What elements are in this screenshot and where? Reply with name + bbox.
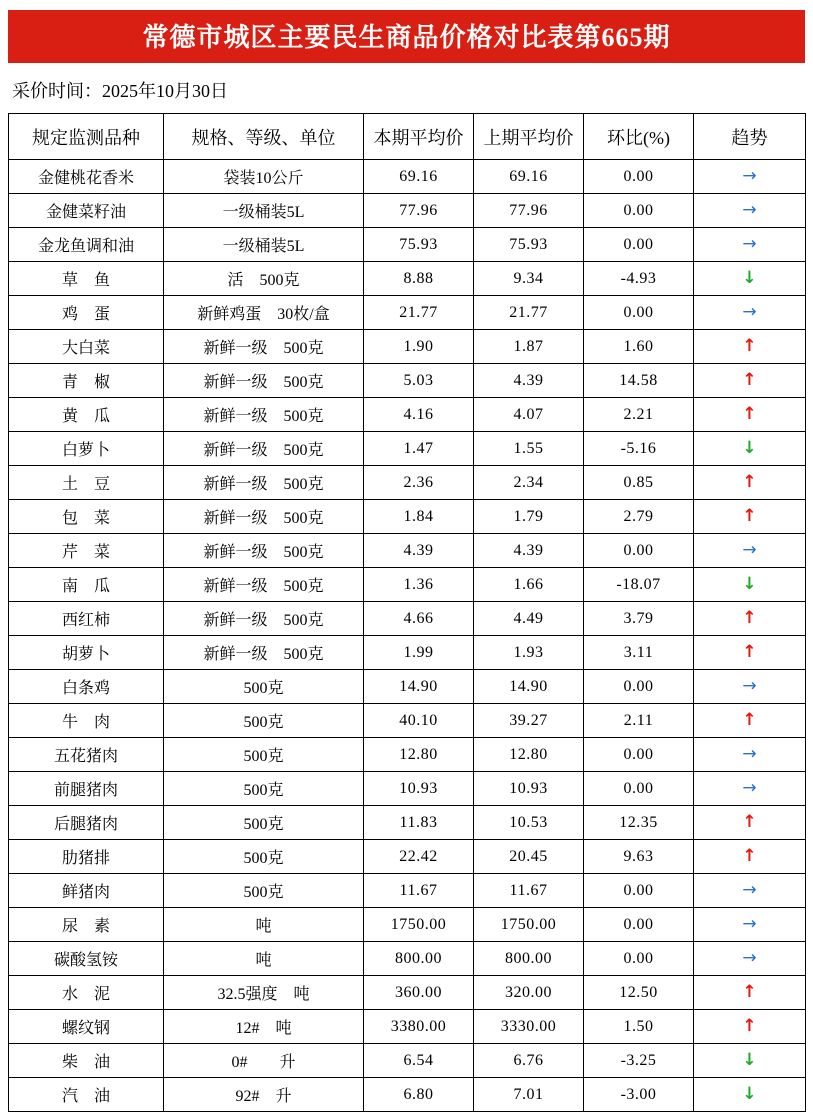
cell-spec: 500克 bbox=[164, 772, 364, 806]
cell-spec: 500克 bbox=[164, 704, 364, 738]
cell-change-percent: -3.25 bbox=[584, 1044, 694, 1078]
trend-down-icon: ↓ bbox=[742, 1083, 757, 1104]
cell-spec: 一级桶装5L bbox=[164, 194, 364, 228]
cell-spec: 新鲜一级 500克 bbox=[164, 330, 364, 364]
table-row bbox=[9, 602, 806, 636]
cell-variety: 土 豆 bbox=[9, 466, 164, 500]
trend-down-icon: ↓ bbox=[742, 573, 757, 594]
table-row bbox=[9, 500, 806, 534]
cell-variety: 青 椒 bbox=[9, 364, 164, 398]
cell-spec: 12# 吨 bbox=[164, 1010, 364, 1044]
cell-change-percent: 0.00 bbox=[584, 160, 694, 194]
cell-variety: 金龙鱼调和油 bbox=[9, 228, 164, 262]
cell-previous-price: 14.90 bbox=[474, 670, 584, 704]
cell-previous-price: 1.93 bbox=[474, 636, 584, 670]
table-row bbox=[9, 296, 806, 330]
table-row bbox=[9, 874, 806, 908]
cell-variety: 金健桃花香米 bbox=[9, 160, 164, 194]
cell-previous-price: 1.55 bbox=[474, 432, 584, 466]
cell-change-percent: -18.07 bbox=[584, 568, 694, 602]
cell-variety: 汽 油 bbox=[9, 1078, 164, 1112]
table-row bbox=[9, 636, 806, 670]
cell-previous-price: 69.16 bbox=[474, 160, 584, 194]
cell-variety: 牛 肉 bbox=[9, 704, 164, 738]
table-row bbox=[9, 194, 806, 228]
cell-spec: 新鲜一级 500克 bbox=[164, 432, 364, 466]
cell-trend bbox=[694, 602, 806, 636]
cell-change-percent: 2.21 bbox=[584, 398, 694, 432]
table-row bbox=[9, 364, 806, 398]
cell-spec: 一级桶装5L bbox=[164, 228, 364, 262]
cell-change-percent: 1.50 bbox=[584, 1010, 694, 1044]
trend-up-icon: ↑ bbox=[742, 335, 757, 356]
cell-trend bbox=[694, 432, 806, 466]
cell-change-percent: 0.00 bbox=[584, 534, 694, 568]
cell-previous-price: 1.87 bbox=[474, 330, 584, 364]
trend-up-icon: ↑ bbox=[742, 369, 757, 390]
trend-down-icon: ↓ bbox=[742, 437, 757, 458]
cell-trend bbox=[694, 466, 806, 500]
cell-trend bbox=[694, 534, 806, 568]
trend-up-icon: ↑ bbox=[742, 811, 757, 832]
trend-flat-icon: → bbox=[742, 199, 757, 220]
cell-variety: 草 鱼 bbox=[9, 262, 164, 296]
column-header-current-price: 本期平均价 bbox=[364, 114, 474, 160]
trend-up-icon: ↑ bbox=[742, 641, 757, 662]
cell-previous-price: 7.01 bbox=[474, 1078, 584, 1112]
cell-trend bbox=[694, 330, 806, 364]
table-row bbox=[9, 228, 806, 262]
cell-change-percent: 3.79 bbox=[584, 602, 694, 636]
trend-flat-icon: → bbox=[742, 947, 757, 968]
column-header-variety: 规定监测品种 bbox=[9, 114, 164, 160]
cell-trend bbox=[694, 500, 806, 534]
cell-change-percent: 0.00 bbox=[584, 296, 694, 330]
cell-current-price: 800.00 bbox=[364, 942, 474, 976]
cell-current-price: 12.80 bbox=[364, 738, 474, 772]
cell-current-price: 11.67 bbox=[364, 874, 474, 908]
cell-variety: 黄 瓜 bbox=[9, 398, 164, 432]
cell-previous-price: 320.00 bbox=[474, 976, 584, 1010]
cell-previous-price: 9.34 bbox=[474, 262, 584, 296]
trend-flat-icon: → bbox=[742, 539, 757, 560]
cell-spec: 500克 bbox=[164, 738, 364, 772]
trend-down-icon: ↓ bbox=[742, 267, 757, 288]
cell-previous-price: 3330.00 bbox=[474, 1010, 584, 1044]
cell-spec: 新鲜一级 500克 bbox=[164, 636, 364, 670]
trend-up-icon: ↑ bbox=[742, 471, 757, 492]
table-row bbox=[9, 942, 806, 976]
cell-spec: 500克 bbox=[164, 806, 364, 840]
cell-trend bbox=[694, 704, 806, 738]
cell-trend bbox=[694, 772, 806, 806]
trend-flat-icon: → bbox=[742, 743, 757, 764]
table-row bbox=[9, 1044, 806, 1078]
cell-spec: 0# 升 bbox=[164, 1044, 364, 1078]
cell-change-percent: 14.58 bbox=[584, 364, 694, 398]
table-row bbox=[9, 806, 806, 840]
page-title: 常德市城区主要民生商品价格对比表第665期 bbox=[8, 10, 805, 63]
table-row bbox=[9, 1078, 806, 1112]
cell-current-price: 1750.00 bbox=[364, 908, 474, 942]
cell-spec: 新鲜一级 500克 bbox=[164, 500, 364, 534]
table-row bbox=[9, 160, 806, 194]
cell-trend bbox=[694, 1010, 806, 1044]
cell-variety: 前腿猪肉 bbox=[9, 772, 164, 806]
cell-current-price: 8.88 bbox=[364, 262, 474, 296]
trend-flat-icon: → bbox=[742, 913, 757, 934]
cell-variety: 水 泥 bbox=[9, 976, 164, 1010]
cell-trend bbox=[694, 194, 806, 228]
price-table bbox=[8, 113, 806, 1112]
cell-change-percent: 3.11 bbox=[584, 636, 694, 670]
cell-change-percent: -4.93 bbox=[584, 262, 694, 296]
trend-up-icon: ↑ bbox=[742, 709, 757, 730]
table-row bbox=[9, 568, 806, 602]
trend-up-icon: ↑ bbox=[742, 845, 757, 866]
cell-variety: 肋猪排 bbox=[9, 840, 164, 874]
cell-trend bbox=[694, 636, 806, 670]
cell-current-price: 40.10 bbox=[364, 704, 474, 738]
trend-up-icon: ↑ bbox=[742, 981, 757, 1002]
cell-spec: 新鲜鸡蛋 30枚/盒 bbox=[164, 296, 364, 330]
table-row bbox=[9, 534, 806, 568]
cell-current-price: 5.03 bbox=[364, 364, 474, 398]
cell-change-percent: 0.00 bbox=[584, 908, 694, 942]
cell-trend bbox=[694, 228, 806, 262]
cell-current-price: 1.84 bbox=[364, 500, 474, 534]
cell-variety: 金健菜籽油 bbox=[9, 194, 164, 228]
cell-trend bbox=[694, 568, 806, 602]
cell-spec: 新鲜一级 500克 bbox=[164, 534, 364, 568]
table-row bbox=[9, 908, 806, 942]
cell-change-percent: 0.00 bbox=[584, 228, 694, 262]
trend-down-icon: ↓ bbox=[742, 1049, 757, 1070]
table-row bbox=[9, 840, 806, 874]
cell-trend bbox=[694, 942, 806, 976]
cell-variety: 西红柿 bbox=[9, 602, 164, 636]
cell-current-price: 77.96 bbox=[364, 194, 474, 228]
table-row bbox=[9, 262, 806, 296]
collection-date: 采价时间：2025年10月30日 bbox=[12, 81, 228, 101]
cell-variety: 胡萝卜 bbox=[9, 636, 164, 670]
column-header-previous-price: 上期平均价 bbox=[474, 114, 584, 160]
cell-current-price: 10.93 bbox=[364, 772, 474, 806]
trend-flat-icon: → bbox=[742, 777, 757, 798]
cell-spec: 新鲜一级 500克 bbox=[164, 398, 364, 432]
table-row bbox=[9, 976, 806, 1010]
cell-variety: 南 瓜 bbox=[9, 568, 164, 602]
table-row bbox=[9, 704, 806, 738]
cell-variety: 柴 油 bbox=[9, 1044, 164, 1078]
cell-previous-price: 21.77 bbox=[474, 296, 584, 330]
cell-change-percent: 2.79 bbox=[584, 500, 694, 534]
cell-current-price: 360.00 bbox=[364, 976, 474, 1010]
cell-trend bbox=[694, 874, 806, 908]
cell-change-percent: -3.00 bbox=[584, 1078, 694, 1112]
cell-current-price: 1.90 bbox=[364, 330, 474, 364]
table-row bbox=[9, 1010, 806, 1044]
cell-change-percent: 0.00 bbox=[584, 942, 694, 976]
cell-current-price: 1.36 bbox=[364, 568, 474, 602]
cell-trend bbox=[694, 262, 806, 296]
cell-previous-price: 4.39 bbox=[474, 364, 584, 398]
cell-change-percent: 0.00 bbox=[584, 194, 694, 228]
cell-previous-price: 1.66 bbox=[474, 568, 584, 602]
cell-current-price: 3380.00 bbox=[364, 1010, 474, 1044]
cell-change-percent: 1.60 bbox=[584, 330, 694, 364]
cell-trend bbox=[694, 296, 806, 330]
table-row bbox=[9, 330, 806, 364]
cell-previous-price: 2.34 bbox=[474, 466, 584, 500]
cell-trend bbox=[694, 908, 806, 942]
cell-variety: 碳酸氢铵 bbox=[9, 942, 164, 976]
trend-up-icon: ↑ bbox=[742, 505, 757, 526]
trend-up-icon: ↑ bbox=[742, 607, 757, 628]
cell-change-percent: 0.00 bbox=[584, 738, 694, 772]
cell-trend bbox=[694, 1078, 806, 1112]
cell-trend bbox=[694, 398, 806, 432]
cell-change-percent: 9.63 bbox=[584, 840, 694, 874]
column-header-trend: 趋势 bbox=[694, 114, 806, 160]
cell-previous-price: 10.93 bbox=[474, 772, 584, 806]
cell-previous-price: 800.00 bbox=[474, 942, 584, 976]
table-row bbox=[9, 772, 806, 806]
cell-variety: 白条鸡 bbox=[9, 670, 164, 704]
cell-current-price: 1.47 bbox=[364, 432, 474, 466]
cell-current-price: 6.54 bbox=[364, 1044, 474, 1078]
cell-trend bbox=[694, 1044, 806, 1078]
cell-previous-price: 11.67 bbox=[474, 874, 584, 908]
cell-change-percent: 12.50 bbox=[584, 976, 694, 1010]
cell-previous-price: 4.07 bbox=[474, 398, 584, 432]
cell-change-percent: 0.00 bbox=[584, 670, 694, 704]
cell-trend bbox=[694, 840, 806, 874]
cell-variety: 尿 素 bbox=[9, 908, 164, 942]
price-comparison-document bbox=[0, 10, 813, 1112]
cell-current-price: 4.16 bbox=[364, 398, 474, 432]
cell-trend bbox=[694, 160, 806, 194]
table-header-row bbox=[9, 114, 806, 160]
cell-current-price: 22.42 bbox=[364, 840, 474, 874]
cell-spec: 活 500克 bbox=[164, 262, 364, 296]
trend-up-icon: ↑ bbox=[742, 1015, 757, 1036]
cell-previous-price: 77.96 bbox=[474, 194, 584, 228]
cell-change-percent: 0.00 bbox=[584, 874, 694, 908]
trend-flat-icon: → bbox=[742, 675, 757, 696]
table-row bbox=[9, 398, 806, 432]
cell-variety: 鸡 蛋 bbox=[9, 296, 164, 330]
cell-previous-price: 10.53 bbox=[474, 806, 584, 840]
cell-current-price: 69.16 bbox=[364, 160, 474, 194]
cell-variety: 后腿猪肉 bbox=[9, 806, 164, 840]
cell-spec: 袋装10公斤 bbox=[164, 160, 364, 194]
cell-spec: 吨 bbox=[164, 942, 364, 976]
cell-variety: 白萝卜 bbox=[9, 432, 164, 466]
cell-trend bbox=[694, 670, 806, 704]
trend-flat-icon: → bbox=[742, 233, 757, 254]
cell-previous-price: 75.93 bbox=[474, 228, 584, 262]
cell-current-price: 14.90 bbox=[364, 670, 474, 704]
table-row bbox=[9, 466, 806, 500]
column-header-change: 环比(%) bbox=[584, 114, 694, 160]
table-row bbox=[9, 670, 806, 704]
cell-current-price: 4.39 bbox=[364, 534, 474, 568]
cell-trend bbox=[694, 976, 806, 1010]
cell-previous-price: 1750.00 bbox=[474, 908, 584, 942]
cell-current-price: 21.77 bbox=[364, 296, 474, 330]
cell-spec: 32.5强度 吨 bbox=[164, 976, 364, 1010]
cell-spec: 500克 bbox=[164, 840, 364, 874]
cell-previous-price: 12.80 bbox=[474, 738, 584, 772]
cell-variety: 芹 菜 bbox=[9, 534, 164, 568]
cell-spec: 吨 bbox=[164, 908, 364, 942]
cell-previous-price: 6.76 bbox=[474, 1044, 584, 1078]
cell-spec: 新鲜一级 500克 bbox=[164, 602, 364, 636]
cell-current-price: 11.83 bbox=[364, 806, 474, 840]
cell-spec: 新鲜一级 500克 bbox=[164, 466, 364, 500]
trend-up-icon: ↑ bbox=[742, 403, 757, 424]
cell-variety: 大白菜 bbox=[9, 330, 164, 364]
cell-variety: 五花猪肉 bbox=[9, 738, 164, 772]
cell-trend bbox=[694, 806, 806, 840]
cell-change-percent: 12.35 bbox=[584, 806, 694, 840]
trend-flat-icon: → bbox=[742, 165, 757, 186]
table-body bbox=[9, 160, 806, 1112]
table-row bbox=[9, 432, 806, 466]
cell-previous-price: 4.39 bbox=[474, 534, 584, 568]
cell-change-percent: 0.85 bbox=[584, 466, 694, 500]
table-header bbox=[9, 114, 806, 160]
cell-variety: 螺纹钢 bbox=[9, 1010, 164, 1044]
trend-flat-icon: → bbox=[742, 301, 757, 322]
cell-current-price: 75.93 bbox=[364, 228, 474, 262]
cell-current-price: 2.36 bbox=[364, 466, 474, 500]
cell-current-price: 1.99 bbox=[364, 636, 474, 670]
column-header-spec: 规格、等级、单位 bbox=[164, 114, 364, 160]
cell-spec: 500克 bbox=[164, 874, 364, 908]
cell-change-percent: 0.00 bbox=[584, 772, 694, 806]
cell-previous-price: 4.49 bbox=[474, 602, 584, 636]
cell-spec: 新鲜一级 500克 bbox=[164, 568, 364, 602]
cell-previous-price: 39.27 bbox=[474, 704, 584, 738]
cell-spec: 500克 bbox=[164, 670, 364, 704]
cell-change-percent: -5.16 bbox=[584, 432, 694, 466]
cell-previous-price: 20.45 bbox=[474, 840, 584, 874]
cell-spec: 92# 升 bbox=[164, 1078, 364, 1112]
cell-variety: 鲜猪肉 bbox=[9, 874, 164, 908]
cell-trend bbox=[694, 364, 806, 398]
table-row bbox=[9, 738, 806, 772]
trend-flat-icon: → bbox=[742, 879, 757, 900]
cell-current-price: 4.66 bbox=[364, 602, 474, 636]
cell-variety: 包 菜 bbox=[9, 500, 164, 534]
cell-current-price: 6.80 bbox=[364, 1078, 474, 1112]
cell-change-percent: 2.11 bbox=[584, 704, 694, 738]
cell-trend bbox=[694, 738, 806, 772]
cell-spec: 新鲜一级 500克 bbox=[164, 364, 364, 398]
cell-previous-price: 1.79 bbox=[474, 500, 584, 534]
